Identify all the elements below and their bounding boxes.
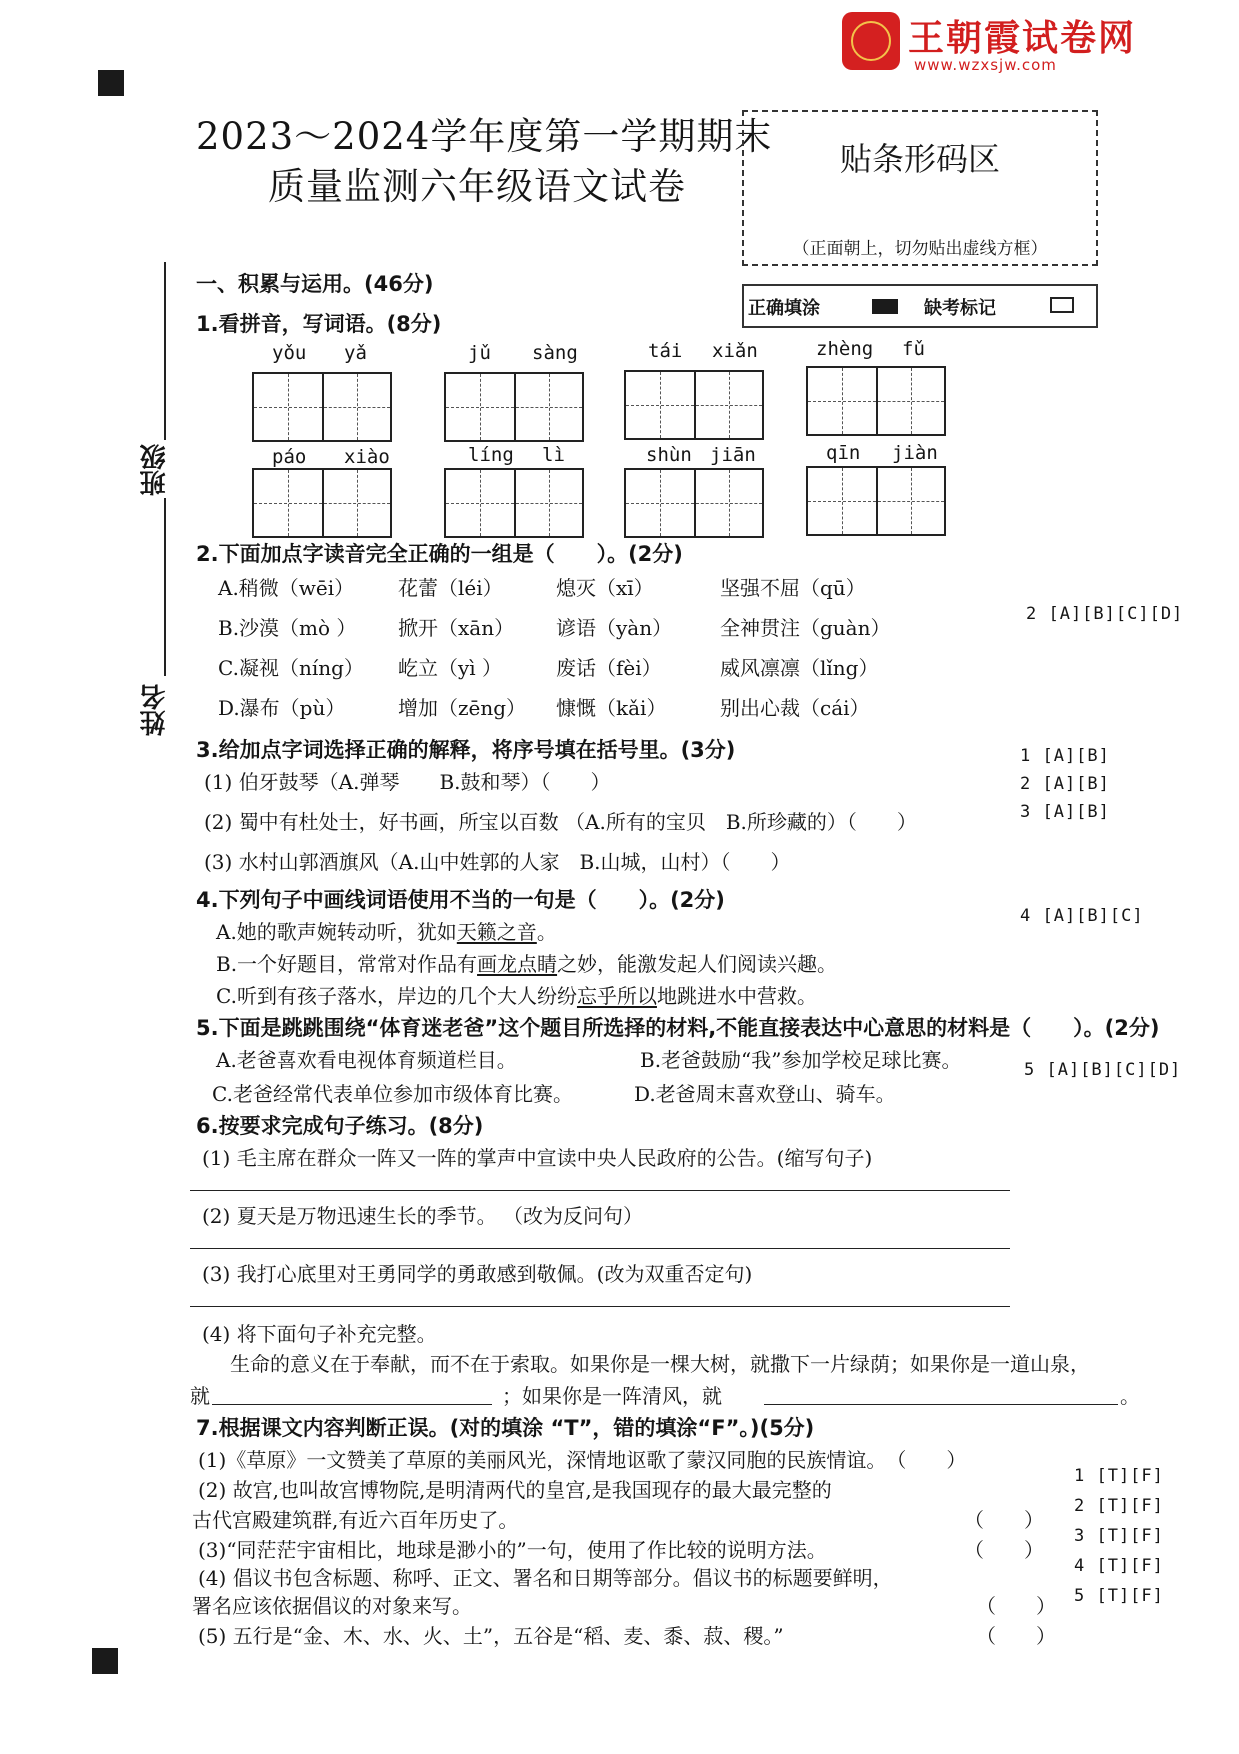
write-box[interactable]: [252, 468, 392, 538]
pinyin: zhèng: [816, 338, 874, 360]
q7-paren-3[interactable]: （ ）: [964, 1538, 1044, 1562]
pinyin: líng: [468, 444, 514, 466]
q3-answer-1[interactable]: 1 [A][B]: [1020, 746, 1110, 766]
q4-b-end: 之妙，能激发起人们阅读兴趣。: [557, 952, 838, 976]
q2-option: 掀开（xān）: [398, 616, 515, 640]
q4-option-b: [216, 948, 837, 977]
correct-fill-label: 正确填涂: [748, 298, 820, 319]
q3-answer-3[interactable]: 3 [A][B]: [1020, 802, 1110, 822]
title-line-2: 质量监测六年级语文试卷: [268, 165, 686, 208]
fill-blank-2[interactable]: [764, 1404, 1118, 1405]
pinyin: yǒu: [272, 342, 307, 364]
q7-item-1: (1)《草原》一文赞美了草原的美丽风光，深情地讴歌了蒙汉同胞的民族情谊。 （ ）: [198, 1448, 967, 1472]
answer-line-1[interactable]: [190, 1190, 1010, 1191]
q2-option: 废话（fèi）: [556, 656, 662, 680]
pinyin: fǔ: [902, 338, 925, 360]
q7-heading: 7.根据课文内容判断正误。(对的填涂 “T”，错的填涂“F”。)(5分): [196, 1416, 815, 1440]
q7-paren-2[interactable]: （ ）: [964, 1508, 1044, 1532]
q2-option: 坚强不屈（qū）: [720, 576, 866, 600]
q7-paren-5[interactable]: （ ）: [976, 1624, 1056, 1648]
q3-item-3: (3) 水村山郭酒旗风（A.山中姓郭的人家 B.山城，山村）（ ）: [204, 850, 791, 874]
q2-option: 增加（zēng）: [398, 696, 527, 720]
pinyin: jǔ: [468, 342, 491, 364]
q6-sentence-4: (4) 将下面句子补充完整。: [202, 1322, 437, 1346]
absent-mark-label: 缺考标记: [924, 298, 996, 319]
q4-c-end: 地跳进水中营救。: [656, 984, 817, 1008]
q7-answer-5[interactable]: 5 [T][F]: [1074, 1586, 1164, 1606]
q6-sentence-3: (3) 我打心底里对王勇同学的勇敢感到敬佩。(改为双重否定句): [202, 1262, 753, 1286]
q2-option: A.稍微（wēi）: [218, 576, 355, 600]
pinyin: lì: [542, 444, 565, 466]
fill-example-box: [742, 284, 1098, 328]
q5-option-d: D.老爸周末喜欢登山、骑车。: [634, 1082, 896, 1106]
q2-option: 别出心裁（cái）: [720, 696, 870, 720]
q2-heading: 2.下面加点字读音完全正确的一组是（ ）。(2分): [196, 542, 683, 566]
q2-option: 全神贯注（guàn）: [720, 616, 891, 640]
q3-heading: 3.给加点字词选择正确的解释，将序号填在括号里。(3分): [196, 738, 736, 762]
q7-answer-4[interactable]: 4 [T][F]: [1074, 1556, 1164, 1576]
q1-heading: 1.看拼音，写词语。(8分): [196, 312, 442, 336]
q5-option-b: B.老爸鼓励“我”参加学校足球比赛。: [640, 1048, 962, 1072]
q6-sentence-2: (2) 夏天是万物迅速生长的季节。 （改为反问句）: [202, 1204, 644, 1228]
q3-answer-2[interactable]: 2 [A][B]: [1020, 774, 1110, 794]
q6-heading: 6.按要求完成句子练习。(8分): [196, 1114, 484, 1138]
q4-a-end: 。: [536, 920, 557, 944]
pinyin: jiān: [710, 444, 756, 466]
q7-item-2a: (2) 故宫,也叫故宫博物院,是明清两代的皇宫,是我国现存的最大最完整的: [198, 1478, 832, 1502]
class-line: [164, 262, 166, 440]
pinyin: shùn: [646, 444, 692, 466]
logo-name: 王朝霞试卷网: [908, 18, 1137, 59]
q7-item-5: (5) 五行是“金、木、水、火、土”，五谷是“稻、麦、黍、菽、稷。”: [198, 1624, 784, 1648]
q5-answer-bubbles[interactable]: 5 [A][B][C][D]: [1024, 1060, 1182, 1080]
q7-answer-3[interactable]: 3 [T][F]: [1074, 1526, 1164, 1546]
q3-item-2: (2) 蜀中有杜处士，好书画，所宝以百数 （A.所有的宝贝 B.所珍藏的）（ ）: [204, 810, 917, 834]
q4-answer-bubbles[interactable]: 4 [A][B][C]: [1020, 906, 1144, 926]
pinyin: sàng: [532, 342, 578, 364]
q4-b-text: B.一个好题目，常常对作品有: [216, 952, 478, 976]
site-logo: [842, 10, 1162, 76]
pinyin: tái: [648, 340, 683, 362]
pinyin: xiào: [344, 446, 390, 468]
seal-icon: [842, 12, 900, 70]
name-label: 姓名: [140, 684, 170, 736]
barcode-title: 贴条形码区: [839, 140, 1000, 178]
answer-line-3[interactable]: [190, 1306, 1010, 1307]
q2-option: 慷慨（kǎi）: [556, 696, 667, 720]
q3-item-1: (1) 伯牙鼓琴（A.弹琴 B.鼓和琴）（ ）: [204, 770, 611, 794]
q7-item-3: (3)“同茫茫宇宙相比，地球是渺小的”一句，使用了作比较的说明方法。: [198, 1538, 827, 1562]
logo-url: www.wzxsjw.com: [914, 56, 1057, 74]
write-box[interactable]: [806, 366, 946, 436]
q7-answer-1[interactable]: 1 [T][F]: [1074, 1466, 1164, 1486]
q6-end: 。: [1120, 1384, 1140, 1408]
class-label: 班级: [140, 444, 170, 496]
q4-c-underlined: 忘乎所以: [576, 984, 657, 1008]
title-line-1: 2023～2024学年度第一学期期末: [196, 115, 773, 158]
q5-option-a: A.老爸喜欢看电视体育频道栏目。: [216, 1048, 517, 1072]
q4-c-text: C.听到有孩子落水，岸边的几个大人纷纷: [216, 984, 577, 1008]
barcode-note: （正面朝上，切勿贴出虚线方框）: [792, 239, 1048, 259]
q4-b-underlined: 画龙点睛: [477, 952, 558, 976]
q4-heading: 4.下列句子中画线词语使用不当的一句是（ ）。(2分): [196, 888, 725, 912]
write-box[interactable]: [444, 372, 584, 442]
q2-option: 花蕾（léi）: [398, 576, 503, 600]
write-box[interactable]: [252, 372, 392, 442]
pinyin: yǎ: [344, 342, 367, 364]
q4-option-c: [216, 980, 817, 1009]
q2-option: 威风凛凛（lǐng）: [720, 656, 879, 680]
q6-sentence-4-text: 生命的意义在于奉献，而不在于索取。如果你是一棵大树，就撒下一片绿荫；如果你是一道山泉，: [230, 1352, 1090, 1376]
filled-mark-icon: [872, 299, 898, 314]
q5-heading: 5.下面是跳跳围绕“体育迷老爸”这个题目所选择的材料,不能直接表达中心意思的材料是（ ）。(2分): [196, 1016, 1160, 1040]
q2-option: D.瀑布（pù）: [218, 696, 346, 720]
q6-jiu-1: 就: [190, 1384, 210, 1408]
q4-a-text: A.她的歌声婉转动听，犹如: [216, 920, 457, 944]
q4-option-a: [216, 916, 557, 945]
absent-checkbox-icon[interactable]: [1050, 297, 1074, 313]
name-line: [164, 498, 166, 676]
q6-mid-text: ；如果你是一阵清风，就: [502, 1384, 722, 1408]
q5-option-c: C.老爸经常代表单位参加市级体育比赛。: [212, 1082, 573, 1106]
q2-option: 屹立（yì ）: [398, 656, 503, 680]
write-box[interactable]: [806, 466, 946, 536]
fill-blank-1[interactable]: [212, 1404, 492, 1405]
q7-item-4a: (4) 倡议书包含标题、称呼、正文、署名和日期等部分。倡议书的标题要鲜明，: [198, 1566, 893, 1590]
q7-item-4b: 署名应该依据倡议的对象来写。: [192, 1594, 472, 1618]
section-1-heading: 一、积累与运用。(46分): [196, 272, 434, 296]
registration-mark-bottom: [92, 1648, 118, 1674]
pinyin: jiàn: [892, 442, 938, 464]
q4-a-underlined: 天籁之音: [456, 920, 537, 944]
pinyin: xiǎn: [712, 340, 758, 362]
q2-option: 谚语（yàn）: [556, 616, 673, 640]
q7-answer-2[interactable]: 2 [T][F]: [1074, 1496, 1164, 1516]
pinyin: páo: [272, 446, 307, 468]
answer-line-2[interactable]: [190, 1248, 1010, 1249]
pinyin: qīn: [826, 442, 861, 464]
q2-option: 熄灭（xī）: [556, 576, 654, 600]
write-box[interactable]: [444, 468, 584, 538]
q2-option: C.凝视（níng）: [218, 656, 364, 680]
q6-sentence-1: (1) 毛主席在群众一阵又一阵的掌声中宣读中央人民政府的公告。(缩写句子): [202, 1146, 873, 1170]
q7-paren-4[interactable]: （ ）: [976, 1594, 1056, 1618]
registration-mark-top: [98, 70, 124, 96]
barcode-area: [742, 110, 1098, 266]
write-box[interactable]: [624, 370, 764, 440]
q2-answer-bubbles[interactable]: 2 [A][B][C][D]: [1026, 604, 1184, 624]
q7-item-2b: 古代宫殿建筑群,有近六百年历史了。: [192, 1508, 519, 1532]
q2-option: B.沙漠（mò ）: [218, 616, 357, 640]
write-box[interactable]: [624, 468, 764, 538]
